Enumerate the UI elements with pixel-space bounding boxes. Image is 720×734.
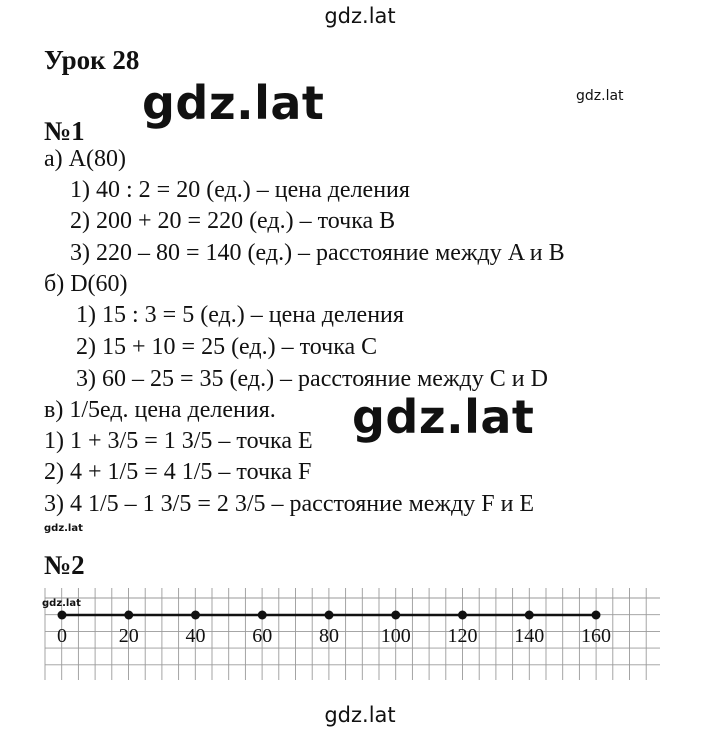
number-line-point <box>525 611 534 620</box>
number-line-label: 120 <box>447 625 478 647</box>
number-line-label: 60 <box>252 625 273 647</box>
number-line-point <box>58 611 67 620</box>
task1-line-a1: 1) 40 : 2 = 20 (ед.) – цена деления <box>70 177 410 203</box>
number-line-label: 40 <box>185 625 206 647</box>
task1-number: №1 <box>44 116 85 146</box>
task1-line-a2: 2) 200 + 20 = 220 (ед.) – точка B <box>70 208 396 234</box>
number-line-label: 0 <box>57 625 67 647</box>
number-line-point <box>391 611 400 620</box>
task1-line-v1: 1) 1 + 3/5 = 1 3/5 – точка E <box>44 428 313 454</box>
task1-line-v2: 2) 4 + 1/5 = 4 1/5 – точка F <box>44 459 312 485</box>
number-line-point <box>325 611 334 620</box>
number-line-point <box>258 611 267 620</box>
number-line-point <box>592 611 601 620</box>
number-line-label: 20 <box>118 625 139 647</box>
watermark-large-1: gdz.lat <box>142 76 325 130</box>
task1-line-b: б) D(60) <box>44 271 128 297</box>
task1-line-v3: 3) 4 1/5 – 1 3/5 = 2 3/5 – расстояние между F и E <box>44 491 535 517</box>
watermark-tiny-1: gdz.lat <box>44 523 83 534</box>
task1-line-b2: 2) 15 + 10 = 25 (ед.) – точка C <box>76 334 378 360</box>
number-line-point <box>458 611 467 620</box>
watermark-top: gdz.lat <box>324 4 396 28</box>
number-line-point <box>191 611 200 620</box>
task1-line-b1: 1) 15 : 3 = 5 (ед.) – цена деления <box>76 302 404 328</box>
number-line-label: 80 <box>319 625 339 647</box>
number-line-label: 140 <box>514 625 545 647</box>
task2-number: №2 <box>44 550 85 580</box>
watermark-tiny-2: gdz.lat <box>42 598 81 609</box>
number-line-labels <box>57 625 611 647</box>
number-line-label: 160 <box>581 625 611 647</box>
number-line-figure <box>0 580 720 690</box>
lesson-title: Урок 28 <box>44 45 140 75</box>
task1-line-b3: 3) 60 – 25 = 35 (ед.) – расстояние между C и D <box>76 366 548 392</box>
watermark-large-2: gdz.lat <box>352 390 535 444</box>
watermark-small-right: gdz.lat <box>576 88 624 104</box>
watermark-bottom: gdz.lat <box>324 703 396 727</box>
number-line-label: 100 <box>380 625 411 647</box>
task1-line-a: а) A(80) <box>44 146 126 172</box>
task1-line-a3: 3) 220 – 80 = 140 (ед.) – расстояние между A и B <box>70 240 565 266</box>
number-line-point <box>124 611 133 620</box>
task1-line-v: в) 1/5ед. цена деления. <box>44 397 276 423</box>
